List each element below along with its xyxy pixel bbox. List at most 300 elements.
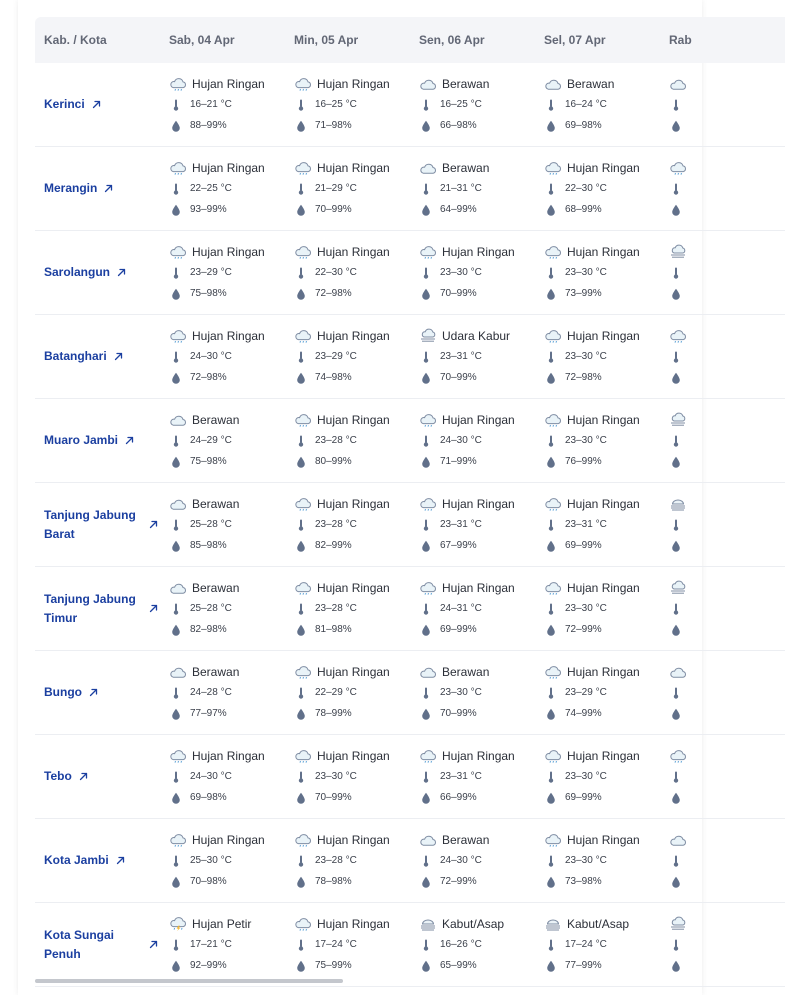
humidity-drop-icon bbox=[671, 708, 681, 720]
external-arrow-icon bbox=[125, 436, 134, 445]
external-arrow-icon bbox=[149, 940, 158, 949]
forecast-cell bbox=[660, 483, 785, 567]
forecast-cell bbox=[535, 819, 660, 903]
forecast-cell bbox=[410, 819, 535, 903]
temperature-range: 24–31 °C bbox=[440, 603, 482, 614]
temperature-range: 23–29 °C bbox=[565, 687, 607, 698]
thermometer-icon bbox=[671, 687, 681, 699]
thermometer-icon bbox=[296, 351, 306, 363]
weather-condition: Hujan Ringan bbox=[192, 832, 265, 847]
city-link[interactable] bbox=[44, 506, 160, 544]
rain-cloud-icon bbox=[544, 749, 562, 763]
temperature-range: 22–25 °C bbox=[190, 183, 232, 194]
temperature-range: 21–29 °C bbox=[315, 183, 357, 194]
humidity-range: 73–98% bbox=[565, 876, 602, 887]
humidity-drop-icon bbox=[421, 792, 431, 804]
forecast-cell bbox=[660, 735, 785, 819]
cloud-icon bbox=[169, 665, 187, 679]
table-row bbox=[35, 903, 785, 987]
humidity-drop-icon bbox=[296, 708, 306, 720]
rain-cloud-icon bbox=[669, 161, 687, 175]
humidity-range: 93–99% bbox=[190, 204, 227, 215]
weather-condition: Hujan Ringan bbox=[192, 244, 265, 259]
forecast-cell bbox=[160, 399, 285, 483]
forecast-cell bbox=[285, 63, 410, 147]
thermometer-icon bbox=[546, 771, 556, 783]
external-arrow-icon bbox=[92, 100, 101, 109]
forecast-cell bbox=[660, 819, 785, 903]
humidity-range: 74–98% bbox=[315, 372, 352, 383]
weather-condition: Hujan Ringan bbox=[317, 580, 390, 595]
humidity-drop-icon bbox=[421, 876, 431, 888]
rain-cloud-icon bbox=[294, 665, 312, 679]
humidity-drop-icon bbox=[421, 288, 431, 300]
humidity-drop-icon bbox=[171, 372, 181, 384]
humidity-range: 77–99% bbox=[565, 960, 602, 971]
cloud-icon bbox=[544, 77, 562, 91]
humidity-range: 70–99% bbox=[440, 708, 477, 719]
thermometer-icon bbox=[546, 939, 556, 951]
thermometer-icon bbox=[171, 351, 181, 363]
humidity-range: 85–98% bbox=[190, 540, 227, 551]
header-day: Min, 05 Apr bbox=[285, 17, 410, 63]
thermometer-icon bbox=[296, 687, 306, 699]
temperature-range: 16–25 °C bbox=[315, 99, 357, 110]
weather-condition: Hujan Ringan bbox=[317, 412, 390, 427]
temperature-range: 23–29 °C bbox=[315, 351, 357, 362]
humidity-range: 88–99% bbox=[190, 120, 227, 131]
humidity-drop-icon bbox=[546, 372, 556, 384]
weather-condition: Hujan Ringan bbox=[317, 76, 390, 91]
weather-condition: Berawan bbox=[192, 496, 240, 511]
temperature-range: 23–31 °C bbox=[440, 351, 482, 362]
forecast-cell bbox=[410, 567, 535, 651]
thermometer-icon bbox=[296, 939, 306, 951]
forecast-cell bbox=[535, 651, 660, 735]
temperature-range: 24–30 °C bbox=[440, 435, 482, 446]
table-row bbox=[35, 63, 785, 147]
rain-cloud-icon bbox=[294, 413, 312, 427]
temperature-range: 17–21 °C bbox=[190, 939, 232, 950]
humidity-drop-icon bbox=[671, 288, 681, 300]
cloud-icon bbox=[419, 161, 437, 175]
weather-condition: Berawan bbox=[192, 580, 240, 595]
haze-icon bbox=[419, 329, 437, 343]
thermometer-icon bbox=[546, 183, 556, 195]
weather-condition: Hujan Ringan bbox=[317, 832, 390, 847]
weather-condition: Hujan Ringan bbox=[567, 664, 640, 679]
humidity-drop-icon bbox=[171, 960, 181, 972]
rain-cloud-icon bbox=[294, 245, 312, 259]
city-link[interactable] bbox=[44, 431, 160, 450]
temperature-range: 23–30 °C bbox=[565, 267, 607, 278]
humidity-range: 70–99% bbox=[440, 288, 477, 299]
cloud-icon bbox=[419, 77, 437, 91]
rain-cloud-icon bbox=[419, 749, 437, 763]
humidity-drop-icon bbox=[296, 876, 306, 888]
forecast-table bbox=[35, 17, 785, 987]
humidity-drop-icon bbox=[546, 876, 556, 888]
temperature-range: 24–29 °C bbox=[190, 435, 232, 446]
rain-cloud-icon bbox=[294, 497, 312, 511]
humidity-range: 75–99% bbox=[315, 960, 352, 971]
haze-icon bbox=[669, 413, 687, 427]
thermometer-icon bbox=[546, 687, 556, 699]
forecast-cell bbox=[660, 63, 785, 147]
weather-condition: Kabut/Asap bbox=[567, 916, 630, 931]
header-day: Sen, 06 Apr bbox=[410, 17, 535, 63]
humidity-range: 74–99% bbox=[565, 708, 602, 719]
humidity-range: 70–99% bbox=[440, 372, 477, 383]
city-name: Kota Jambi bbox=[44, 853, 109, 867]
rain-cloud-icon bbox=[169, 329, 187, 343]
temperature-range: 23–28 °C bbox=[315, 855, 357, 866]
weather-condition: Berawan bbox=[442, 76, 490, 91]
thermometer-icon bbox=[671, 855, 681, 867]
horizontal-scrollbar[interactable] bbox=[35, 979, 685, 984]
temperature-range: 23–28 °C bbox=[315, 519, 357, 530]
humidity-drop-icon bbox=[671, 876, 681, 888]
city-name: Kerinci bbox=[44, 97, 85, 111]
forecast-cell bbox=[410, 651, 535, 735]
thermometer-icon bbox=[421, 771, 431, 783]
weather-condition: Hujan Ringan bbox=[192, 748, 265, 763]
humidity-drop-icon bbox=[421, 960, 431, 972]
humidity-drop-icon bbox=[671, 540, 681, 552]
forecast-cell bbox=[410, 399, 535, 483]
thermometer-icon bbox=[421, 99, 431, 111]
rain-cloud-icon bbox=[544, 665, 562, 679]
humidity-range: 72–99% bbox=[565, 624, 602, 635]
thermometer-icon bbox=[671, 99, 681, 111]
humidity-drop-icon bbox=[171, 120, 181, 132]
external-arrow-icon bbox=[89, 688, 98, 697]
humidity-range: 73–99% bbox=[565, 288, 602, 299]
humidity-drop-icon bbox=[296, 456, 306, 468]
thermometer-icon bbox=[546, 99, 556, 111]
humidity-drop-icon bbox=[296, 204, 306, 216]
thermometer-icon bbox=[671, 183, 681, 195]
rain-cloud-icon bbox=[544, 161, 562, 175]
humidity-range: 69–98% bbox=[190, 792, 227, 803]
rain-cloud-icon bbox=[544, 413, 562, 427]
rain-cloud-icon bbox=[544, 245, 562, 259]
forecast-cell bbox=[285, 315, 410, 399]
scrollbar-thumb[interactable] bbox=[35, 979, 343, 983]
thermometer-icon bbox=[296, 855, 306, 867]
forecast-cell bbox=[660, 147, 785, 231]
city-link[interactable] bbox=[44, 767, 160, 786]
humidity-drop-icon bbox=[171, 876, 181, 888]
humidity-range: 69–98% bbox=[565, 120, 602, 131]
weather-condition: Hujan Ringan bbox=[567, 496, 640, 511]
rain-cloud-icon bbox=[419, 581, 437, 595]
weather-condition: Kabut/Asap bbox=[442, 916, 505, 931]
rain-cloud-icon bbox=[419, 413, 437, 427]
humidity-range: 76–99% bbox=[565, 456, 602, 467]
city-link[interactable] bbox=[44, 347, 160, 366]
weather-condition: Berawan bbox=[442, 664, 490, 679]
thermometer-icon bbox=[671, 351, 681, 363]
weather-condition: Hujan Ringan bbox=[317, 160, 390, 175]
thermometer-icon bbox=[296, 519, 306, 531]
forecast-cell bbox=[535, 231, 660, 315]
forecast-cell bbox=[160, 735, 285, 819]
thermometer-icon bbox=[421, 351, 431, 363]
humidity-drop-icon bbox=[671, 120, 681, 132]
forecast-cell bbox=[160, 315, 285, 399]
humidity-drop-icon bbox=[546, 708, 556, 720]
temperature-range: 23–30 °C bbox=[565, 351, 607, 362]
weather-condition: Hujan Ringan bbox=[317, 748, 390, 763]
table-row bbox=[35, 147, 785, 231]
forecast-cell bbox=[410, 483, 535, 567]
cloud-icon bbox=[419, 665, 437, 679]
thermometer-icon bbox=[421, 939, 431, 951]
cloud-icon bbox=[669, 833, 687, 847]
thermometer-icon bbox=[171, 687, 181, 699]
city-link[interactable] bbox=[44, 590, 160, 628]
weather-condition: Hujan Ringan bbox=[317, 244, 390, 259]
thermometer-icon bbox=[421, 855, 431, 867]
thermometer-icon bbox=[421, 603, 431, 615]
humidity-drop-icon bbox=[171, 204, 181, 216]
humidity-range: 78–98% bbox=[315, 876, 352, 887]
forecast-cell bbox=[535, 735, 660, 819]
temperature-range: 25–30 °C bbox=[190, 855, 232, 866]
weather-condition: Hujan Ringan bbox=[442, 580, 515, 595]
thermometer-icon bbox=[546, 855, 556, 867]
haze-icon bbox=[669, 581, 687, 595]
thermometer-icon bbox=[171, 183, 181, 195]
humidity-range: 72–99% bbox=[440, 876, 477, 887]
fog-icon bbox=[544, 917, 562, 931]
humidity-range: 70–99% bbox=[315, 792, 352, 803]
city-name: Merangin bbox=[44, 181, 98, 195]
humidity-drop-icon bbox=[296, 792, 306, 804]
temperature-range: 16–24 °C bbox=[565, 99, 607, 110]
forecast-cell bbox=[535, 63, 660, 147]
temperature-range: 23–30 °C bbox=[440, 267, 482, 278]
humidity-range: 75–98% bbox=[190, 288, 227, 299]
weather-condition: Berawan bbox=[442, 160, 490, 175]
forecast-table-scroll[interactable] bbox=[35, 17, 692, 980]
humidity-range: 72–98% bbox=[565, 372, 602, 383]
temperature-range: 24–30 °C bbox=[440, 855, 482, 866]
humidity-range: 69–99% bbox=[440, 624, 477, 635]
humidity-range: 72–98% bbox=[315, 288, 352, 299]
forecast-cell bbox=[410, 903, 535, 987]
thermometer-icon bbox=[546, 603, 556, 615]
thermometer-icon bbox=[546, 351, 556, 363]
table-row bbox=[35, 651, 785, 735]
temperature-range: 23–29 °C bbox=[190, 267, 232, 278]
city-link[interactable] bbox=[44, 179, 160, 198]
thermometer-icon bbox=[421, 267, 431, 279]
weather-condition: Hujan Ringan bbox=[567, 244, 640, 259]
cloud-icon bbox=[669, 665, 687, 679]
rain-cloud-icon bbox=[669, 329, 687, 343]
forecast-cell bbox=[535, 483, 660, 567]
weather-condition: Hujan Ringan bbox=[567, 748, 640, 763]
temperature-range: 23–31 °C bbox=[440, 771, 482, 782]
city-link[interactable] bbox=[44, 683, 160, 702]
table-row bbox=[35, 231, 785, 315]
humidity-drop-icon bbox=[671, 960, 681, 972]
temperature-range: 23–31 °C bbox=[440, 519, 482, 530]
humidity-range: 68–99% bbox=[565, 204, 602, 215]
humidity-range: 81–98% bbox=[315, 624, 352, 635]
rain-cloud-icon bbox=[294, 77, 312, 91]
forecast-cell bbox=[660, 399, 785, 483]
thermometer-icon bbox=[171, 435, 181, 447]
humidity-drop-icon bbox=[296, 372, 306, 384]
cloud-icon bbox=[669, 77, 687, 91]
weather-condition: Berawan bbox=[192, 412, 240, 427]
header-day: Sab, 04 Apr bbox=[160, 17, 285, 63]
temperature-range: 23–30 °C bbox=[565, 855, 607, 866]
city-link[interactable] bbox=[44, 95, 160, 114]
weather-condition: Hujan Ringan bbox=[442, 244, 515, 259]
weather-condition: Hujan Ringan bbox=[192, 76, 265, 91]
rain-cloud-icon bbox=[669, 749, 687, 763]
forecast-cell bbox=[660, 651, 785, 735]
humidity-range: 75–98% bbox=[190, 456, 227, 467]
forecast-cell bbox=[285, 399, 410, 483]
humidity-drop-icon bbox=[546, 540, 556, 552]
forecast-cell bbox=[160, 567, 285, 651]
temperature-range: 24–30 °C bbox=[190, 771, 232, 782]
thermometer-icon bbox=[671, 939, 681, 951]
humidity-drop-icon bbox=[171, 288, 181, 300]
humidity-drop-icon bbox=[421, 708, 431, 720]
thermometer-icon bbox=[171, 519, 181, 531]
rain-cloud-icon bbox=[169, 245, 187, 259]
rain-cloud-icon bbox=[544, 497, 562, 511]
city-link[interactable] bbox=[44, 926, 160, 964]
cloud-icon bbox=[169, 581, 187, 595]
external-arrow-icon bbox=[149, 604, 158, 613]
city-name: Tanjung Jabung Barat bbox=[44, 507, 136, 541]
forecast-cell bbox=[160, 483, 285, 567]
forecast-cell bbox=[160, 819, 285, 903]
humidity-drop-icon bbox=[421, 120, 431, 132]
forecast-cell bbox=[535, 903, 660, 987]
forecast-cell bbox=[285, 651, 410, 735]
forecast-cell bbox=[285, 483, 410, 567]
city-link[interactable] bbox=[44, 851, 160, 870]
thermometer-icon bbox=[546, 267, 556, 279]
weather-condition: Hujan Ringan bbox=[192, 328, 265, 343]
thermometer-icon bbox=[296, 267, 306, 279]
temperature-range: 16–26 °C bbox=[440, 939, 482, 950]
thermometer-icon bbox=[421, 435, 431, 447]
temperature-range: 22–30 °C bbox=[315, 267, 357, 278]
weather-condition: Hujan Ringan bbox=[567, 160, 640, 175]
humidity-drop-icon bbox=[296, 540, 306, 552]
thermometer-icon bbox=[296, 99, 306, 111]
header-day: Sel, 07 Apr bbox=[535, 17, 660, 63]
rain-cloud-icon bbox=[544, 329, 562, 343]
humidity-range: 70–99% bbox=[315, 204, 352, 215]
temperature-range: 16–25 °C bbox=[440, 99, 482, 110]
humidity-range: 80–99% bbox=[315, 456, 352, 467]
weather-condition: Hujan Ringan bbox=[567, 328, 640, 343]
humidity-drop-icon bbox=[171, 708, 181, 720]
thermometer-icon bbox=[171, 99, 181, 111]
humidity-drop-icon bbox=[546, 624, 556, 636]
forecast-cell bbox=[410, 63, 535, 147]
humidity-drop-icon bbox=[421, 372, 431, 384]
humidity-range: 69–99% bbox=[565, 540, 602, 551]
humidity-drop-icon bbox=[296, 624, 306, 636]
city-name: Batanghari bbox=[44, 349, 107, 363]
thermometer-icon bbox=[671, 519, 681, 531]
humidity-range: 78–99% bbox=[315, 708, 352, 719]
forecast-cell bbox=[160, 651, 285, 735]
table-row bbox=[35, 315, 785, 399]
humidity-range: 64–99% bbox=[440, 204, 477, 215]
forecast-panel bbox=[18, 0, 702, 995]
forecast-cell bbox=[660, 567, 785, 651]
humidity-drop-icon bbox=[671, 372, 681, 384]
forecast-cell bbox=[535, 147, 660, 231]
external-arrow-icon bbox=[149, 520, 158, 529]
weather-condition: Berawan bbox=[442, 832, 490, 847]
rain-cloud-icon bbox=[419, 245, 437, 259]
external-arrow-icon bbox=[114, 352, 123, 361]
weather-condition: Hujan Ringan bbox=[567, 412, 640, 427]
forecast-cell bbox=[535, 567, 660, 651]
humidity-drop-icon bbox=[546, 792, 556, 804]
forecast-cell bbox=[410, 315, 535, 399]
weather-condition: Hujan Ringan bbox=[442, 412, 515, 427]
city-name: Tebo bbox=[44, 769, 72, 783]
humidity-drop-icon bbox=[421, 540, 431, 552]
weather-condition: Hujan Petir bbox=[192, 916, 252, 931]
city-name: Kota Sungai Penuh bbox=[44, 927, 115, 961]
forecast-cell bbox=[285, 735, 410, 819]
humidity-drop-icon bbox=[296, 960, 306, 972]
thermometer-icon bbox=[171, 771, 181, 783]
humidity-drop-icon bbox=[671, 624, 681, 636]
temperature-range: 21–31 °C bbox=[440, 183, 482, 194]
temperature-range: 23–30 °C bbox=[440, 687, 482, 698]
humidity-range: 65–99% bbox=[440, 960, 477, 971]
table-row bbox=[35, 819, 785, 903]
cloud-icon bbox=[169, 497, 187, 511]
temperature-range: 16–21 °C bbox=[190, 99, 232, 110]
thermometer-icon bbox=[296, 435, 306, 447]
humidity-drop-icon bbox=[671, 792, 681, 804]
thermometer-icon bbox=[546, 519, 556, 531]
humidity-range: 72–98% bbox=[190, 372, 227, 383]
weather-condition: Hujan Ringan bbox=[317, 664, 390, 679]
rain-cloud-icon bbox=[294, 749, 312, 763]
rain-cloud-icon bbox=[544, 581, 562, 595]
table-row bbox=[35, 567, 785, 651]
weather-condition: Hujan Ringan bbox=[192, 160, 265, 175]
humidity-range: 69–99% bbox=[565, 792, 602, 803]
forecast-cell bbox=[410, 231, 535, 315]
humidity-drop-icon bbox=[171, 456, 181, 468]
weather-condition: Hujan Ringan bbox=[317, 496, 390, 511]
city-link[interactable] bbox=[44, 263, 160, 282]
forecast-cell bbox=[535, 399, 660, 483]
temperature-range: 23–30 °C bbox=[315, 771, 357, 782]
humidity-range: 82–98% bbox=[190, 624, 227, 635]
forecast-cell bbox=[410, 147, 535, 231]
